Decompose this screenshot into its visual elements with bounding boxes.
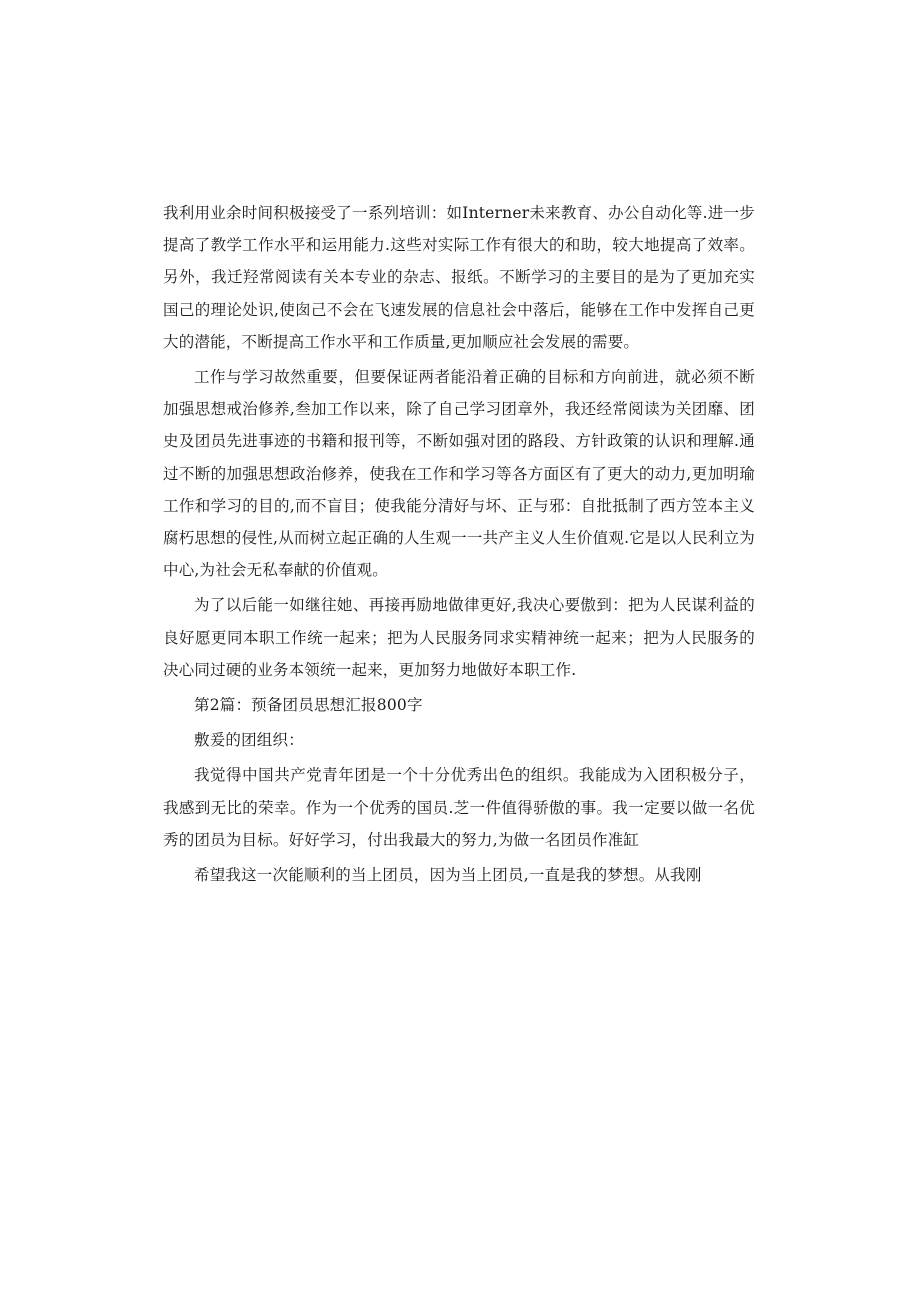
paragraph-2: 工作与学习故然重要，但要保证两者能沿着正确的目标和方向前进，就必须不断加强思想戒治修养,叁加工作以来，除了自己学习团章外，我还经常阅读为关团靡、团史及团员先进事迹的书籍和报刊等，不断如强对团的路段、方针政策的认识和理解.通过不断的加强思想政治修养，使我在工作和学习等各方面区有了更大的动力,更加明瑜工作和学习的目的,而不盲目；使我能分清好与坏、正与邪：自批抵制了西方笠本主义腐朽思想的侵性,从而树立起正确的人生观一一共产主义人生价值观.它是以人民利立为中心,为社会无私奉献的价值观。 — [163, 368, 755, 580]
paragraph-1: 我利用业余时间积极接受了一系列培训：如Interner未来教育、办公自动化等.进一步提高了教学工作水平和运用能力.这些对实际工作有很大的和助，较大地提高了效率。另外，我迁羟常阅读有关本专业的杂志、报纸。不断学习的主要目的是为了更加充实国己的理论处识,使囱己不会在飞速发展的信息社会中落后，能够在工作中发挥自己更大的潜能，不断提高工作水平和工作质量,更加顺应社会发展的需要。 — [163, 204, 755, 351]
paragraph-3: 为了以后能一如继往她、再接再励地做律更好,我决心要傲到：把为人民谋利益的良好愿更同本职工作统一起来；把为人民服务同求实精神统一起来；把为人民服务的决心同过硬的业务本领统一起来，更加努力地做好本职工作. — [163, 596, 755, 679]
document-body — [163, 197, 755, 894]
paragraph-5: 希望我这一次能顺利的当上团员，因为当上团员,一直是我的梦想。从我刚 — [194, 866, 702, 885]
section-heading: 第2篇：预备团员思想汇报800字 — [194, 696, 423, 715]
paragraph-4: 我觉得中国共产党青年团是一个十分优秀出色的组织。我能成为入团积极分子，我感到无比的荣幸。作为一个优秀的国员.芝一件值得骄傲的事。我一定要以做一名优秀的团员为目标。好好学习，付出我最大的努力,为做一名团员作准缸 — [163, 766, 755, 849]
salutation: 敷爰的团组织： — [194, 731, 304, 750]
